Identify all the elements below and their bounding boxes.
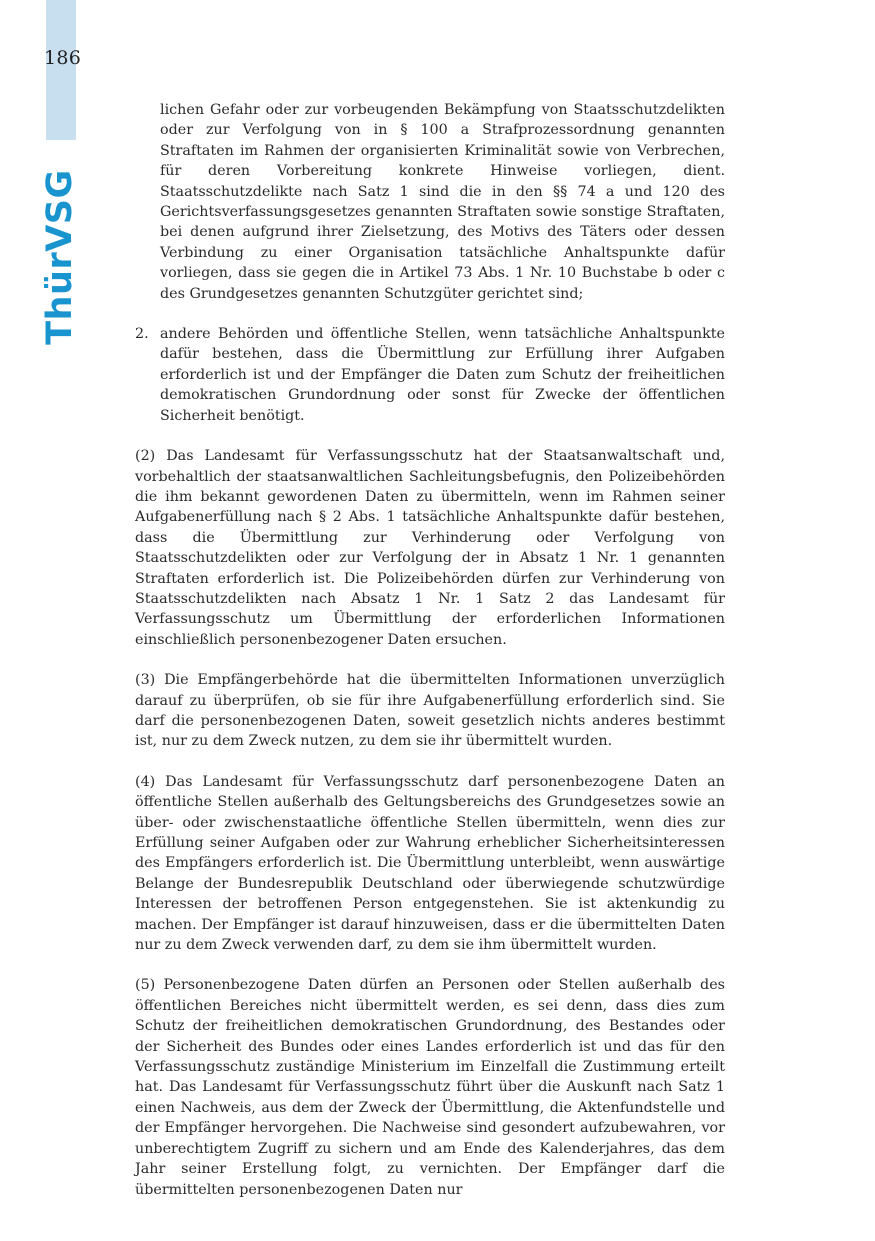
document-body <box>135 100 725 1220</box>
list-text: andere Behörden und öffentliche Stellen, wenn tatsächliche Anhaltspunkte dafür bestehen, dass die Übermittlung zur Erfüllung ihrer Aufgaben erforderlich ist und der Empfänger die Daten zum Schutz der freiheitlichen demokratischen Grundordnung oder sonst für Zwecke der öffentlichen Sicherheit benötigt. <box>160 326 725 424</box>
paragraph-5: (5) Personenbezogene Daten dürfen an Personen oder Stellen außerhalb des öffentlichen Bereiches nicht übermittelt werden, es sei denn, dass dies zum Schutz der freiheitlichen demokratischen Grundordnung, des Bestandes oder der Sicherheit des Bundes oder eines Landes erforderlich ist und das für den Verfassungsschutz zuständige Ministerium im Einzelfall die Zustimmung erteilt hat. Das Landesamt für Verfassungsschutz führt über die Auskunft nach Satz 1 einen Nachweis, aus dem der Zweck der Übermittlung, die Aktenfundstelle und der Empfänger hervorgehen. Die Nachweise sind gesondert aufzubewahren, vor unberechtigtem Zugriff zu sichern und am Ende des Kalenderjahres, das dem Jahr seiner Erstellung folgt, zu vernichten. Der Empfänger darf die übermittelten personenbezogenen Daten nur <box>135 977 725 1198</box>
paragraph-4: (4) Das Landesamt für Verfassungsschutz darf personenbezogene Daten an öffentliche Stellen außerhalb des Geltungsbereichs des Grundgesetzes sowie an über- oder zwischenstaatliche öffentliche Stellen übermitteln, wenn dies zur Erfüllung seiner Aufgaben oder zur Wahrung erheblicher Sicherheitsinteressen des Empfängers erforderlich ist. Die Übermittlung unterbleibt, wenn auswärtige Belange der Bundesrepublik Deutschland oder überwiegende schutzwürdige Interessen der betroffenen Person entgegenstehen. Sie ist aktenkundig zu machen. Der Empfänger ist darauf hinzuweisen, dass er die übermittelten Daten nur zu dem Zweck verwenden darf, zu dem sie ihm übermittelt wurden. <box>135 773 725 954</box>
side-tab <box>46 0 76 140</box>
law-label-text: ThürVSG <box>40 169 80 345</box>
continuation-paragraph: lichen Gefahr oder zur vorbeugenden Bekämpfung von Staatsschutzdelikten oder zur Verfolgung von in § 100 a Strafprozessordnung genannten Straftaten im Rahmen der organisierten Kriminalität sowie von Verbrechen, für deren Vorbereitung konkrete Hinweise vorliegen, dient. Staatsschutzdelikte nach Satz 1 sind die in den §§ 74 a und 120 des Gerichtsverfassungsgesetzes genannten Straftaten sowie sonstige Straftaten, bei denen aufgrund ihrer Zielsetzung, des Motivs des Täters oder dessen Verbindung zu einer Organisation tatsächliche Anhaltspunkte dafür vorliegen, dass sie gegen die in Artikel 73 Abs. 1 Nr. 10 Buchstabe b oder c des Grundgesetzes genannten Schutzgüter gerichtet sind; <box>160 102 725 302</box>
list-item-2 <box>135 324 725 426</box>
list-number: 2. <box>135 326 149 343</box>
paragraph-2: (2) Das Landesamt für Verfassungsschutz hat der Staatsanwaltschaft und, vorbehaltlich der staatsanwaltlichen Sachleitungsbefugnis, den Polizeibehörden die ihm bekannt gewordenen Daten zu übermitteln, wenn im Rahmen seiner Aufgabenerfüllung nach § 2 Abs. 1 tatsächliche Anhaltspunkte dafür bestehen, dass die Übermittlung zur Verhinderung oder Verfolgung von Staatsschutzdelikten oder zur Verfolgung der in Absatz 1 Nr. 1 genannten Straftaten erforderlich ist. Die Polizeibehörden dürfen zur Verhinderung von Staatsschutzdelikten nach Absatz 1 Nr. 1 Satz 2 das Landesamt für Verfassungsschutz um Übermittlung der erforderlichen Informationen einschließlich personenbezogener Daten ersuchen. <box>135 448 725 648</box>
page-number: 186 <box>44 47 82 69</box>
paragraph-3: (3) Die Empfängerbehörde hat die übermittelten Informationen unverzüglich darauf zu überprüfen, ob sie für ihre Aufgabenerfüllung erforderlich sind. Sie darf die personenbezogenen Daten, soweit gesetzlich nichts anderes bestimmt ist, nur zu dem Zweck nutzen, zu dem sie ihr übermittelt wurden. <box>135 672 725 750</box>
